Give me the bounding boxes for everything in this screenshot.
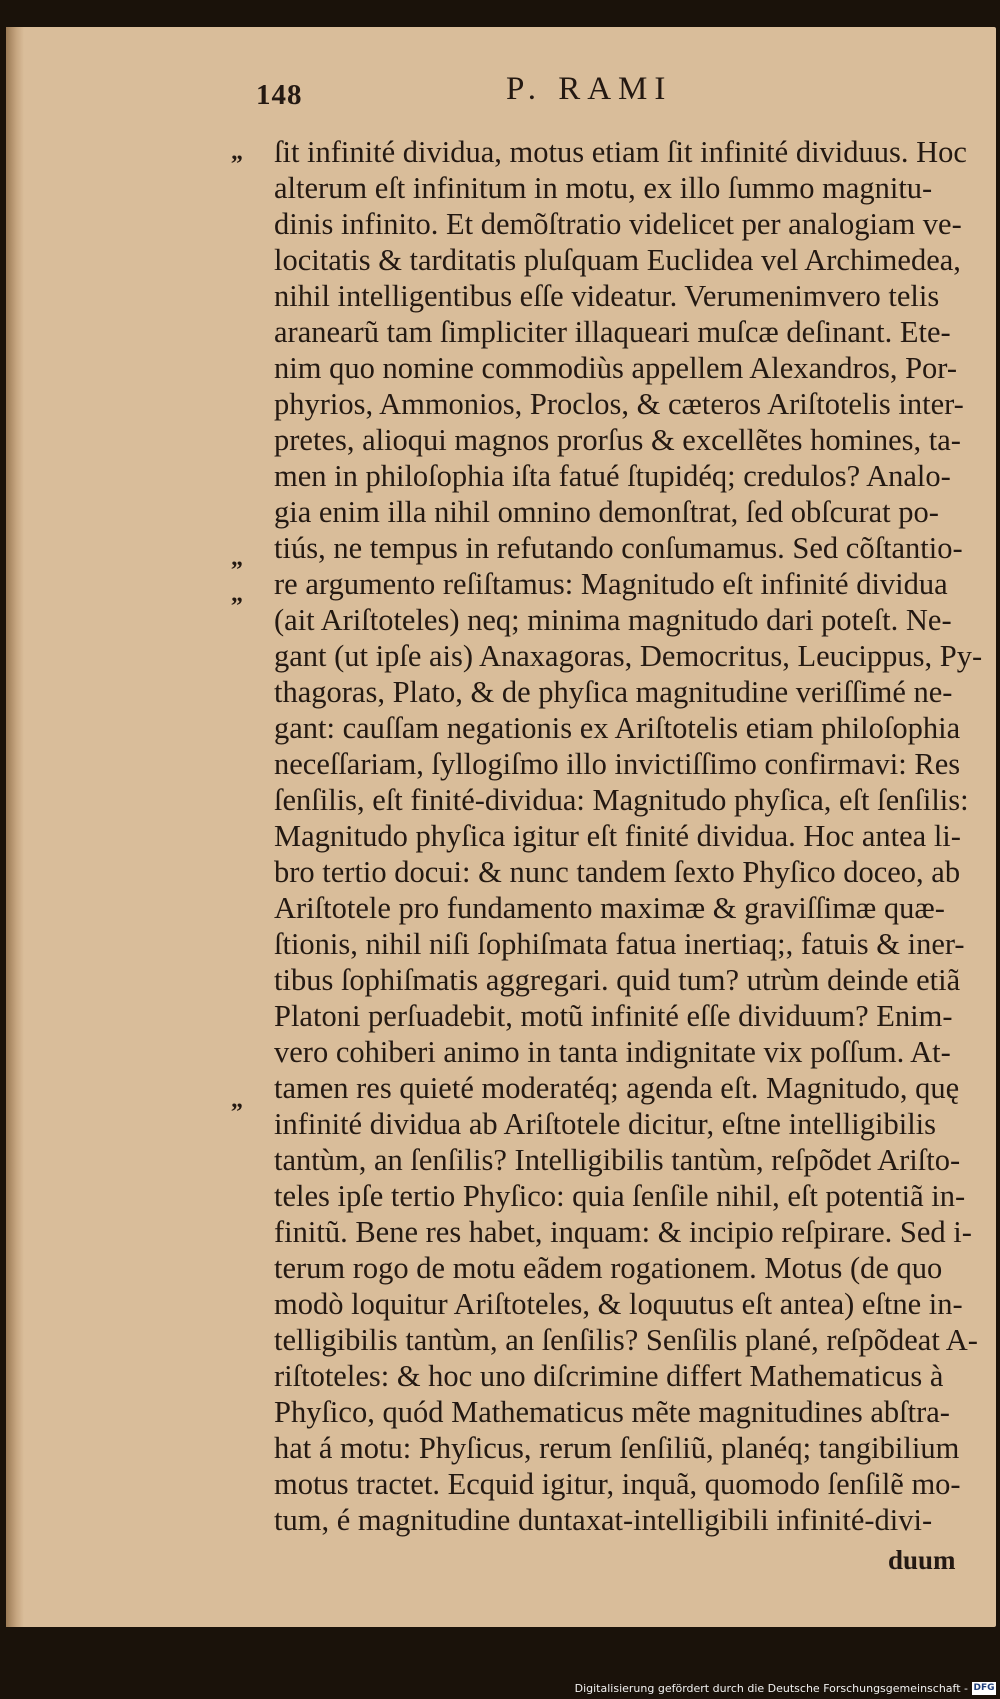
text-line: Ariſtotele pro fundamento maximæ & graviſſimæ quæ- — [274, 891, 945, 925]
page-number: 148 — [256, 79, 303, 111]
dfg-logo-icon: DFG — [973, 1683, 995, 1693]
text-line: tiús, ne tempus in refutando conſumamus. Sed cõſtantio- — [274, 531, 963, 565]
text-line: telligibilis tantùm, an ſenſilis? Senſilis plané, reſpõdeat A- — [274, 1323, 978, 1357]
text-line: gia enim illa nihil omnino demonſtrat, ſed obſcurat po- — [274, 495, 939, 529]
book-page — [6, 27, 996, 1627]
text-line: gant: cauſſam negationis ex Ariſtotelis etiam philoſophia — [274, 711, 961, 745]
text-line: gant (ut ipſe ais) Anaxagoras, Democritus, Leucippus, Py- — [274, 639, 983, 673]
text-line: ſenſilis, eſt finité-dividua: Magnitudo phyſica, eſt ſenſilis: — [274, 783, 969, 817]
text-line: pretes, alioqui magnos prorſus & excellẽtes homines, ta- — [274, 423, 961, 457]
text-line: dinis infinito. Et demõſtratio videlicet per analogiam ve- — [274, 207, 962, 241]
text-line: re argumento reſiſtamus: Magnitudo eſt infinité dividua — [274, 567, 948, 601]
text-line: tibus ſophiſmatis aggregari. quid tum? utrùm deinde etiã — [274, 963, 961, 997]
digitization-credit: Digitalisierung gefördert durch die Deutsche Forschungsgemeinschaft - — [574, 1682, 968, 1695]
text-line: aranearũ tam ſimpliciter illaqueari muſcæ deſinant. Ete- — [274, 315, 951, 349]
text-line: terum rogo de motu eãdem rogationem. Motus (de quo — [274, 1251, 943, 1285]
text-line: neceſſariam, ſyllogiſmo illo invictiſſimo confirmavi: Res — [274, 747, 961, 781]
quote-mark: „ — [231, 545, 243, 571]
text-line: phyrios, Ammonios, Proclos, & cæteros Ariſtotelis inter- — [274, 387, 964, 421]
text-line: riſtoteles: & hoc uno diſcrimine differt Mathematicus à — [274, 1359, 944, 1393]
text-line: ſit infinité dividua, motus etiam ſit infinité dividuus. Hoc — [274, 135, 967, 169]
text-line: tum, é magnitudine duntaxat-intelligibili infinité-divi- — [274, 1503, 933, 1537]
text-line: Magnitudo phyſica igitur eſt finité dividua. Hoc antea li- — [274, 819, 961, 853]
text-line: nim quo nomine commodiùs appellem Alexandros, Por- — [274, 351, 958, 385]
text-block — [6, 27, 996, 1627]
text-line: hat á motu: Phyſicus, rerum ſenſiliũ, planéq; tangibilium — [274, 1431, 960, 1465]
text-line: Platoni perſuadebit, motũ infinité eſſe dividuum? Enim- — [274, 999, 953, 1033]
quote-mark: „ — [231, 139, 243, 165]
quote-mark: „ — [231, 1087, 243, 1113]
text-line: infinité dividua ab Ariſtotele dicitur, eſtne intelligibilis — [274, 1107, 937, 1141]
text-line: bro tertio docui: & nunc tandem ſexto Phyſico doceo, ab — [274, 855, 961, 889]
text-line: tamen res quieté moderatéq; agenda eſt. Magnitudo, quę — [274, 1071, 960, 1105]
text-line: teles ipſe tertio Phyſico: quia ſenſile nihil, eſt potentiã in- — [274, 1179, 966, 1213]
text-line: thagoras, Plato, & de phyſica magnitudine veriſſimé ne- — [274, 675, 953, 709]
text-line: (ait Ariſtoteles) neq; minima magnitudo dari poteſt. Ne- — [274, 603, 952, 637]
text-line: motus tractet. Ecquid igitur, inquã, quomodo ſenſilẽ mo- — [274, 1467, 961, 1501]
text-line: Phyſico, quód Mathematicus mẽte magnitudines abſtra- — [274, 1395, 950, 1429]
text-line: modò loquitur Ariſtoteles, & loquutus eſt antea) eſtne in- — [274, 1287, 963, 1321]
quote-mark: „ — [231, 581, 243, 607]
text-line: tantùm, an ſenſilis? Intelligibilis tantùm, reſpõdet Ariſto- — [274, 1143, 961, 1177]
text-line: finitũ. Bene res habet, inquam: & incipio reſpirare. Sed i- — [274, 1215, 972, 1249]
catchword: duum — [888, 1545, 956, 1575]
text-line: men in philoſophia iſta fatué ſtupidéq; credulos? Analo- — [274, 459, 951, 493]
text-line: vero cohiberi animo in tanta indignitate vix poſſum. At- — [274, 1035, 951, 1069]
text-line: locitatis & tarditatis pluſquam Euclidea vel Archimedea, — [274, 243, 961, 277]
text-line: nihil intelligentibus eſſe videatur. Verumenimvero telis — [274, 279, 940, 313]
running-head: P. RAMI — [506, 71, 673, 107]
text-line: ſtionis, nihil niſi ſophiſmata fatua inertiaq;, fatuis & iner- — [274, 927, 965, 961]
text-line: alterum eſt infinitum in motu, ex illo ſummo magnitu- — [274, 171, 933, 205]
